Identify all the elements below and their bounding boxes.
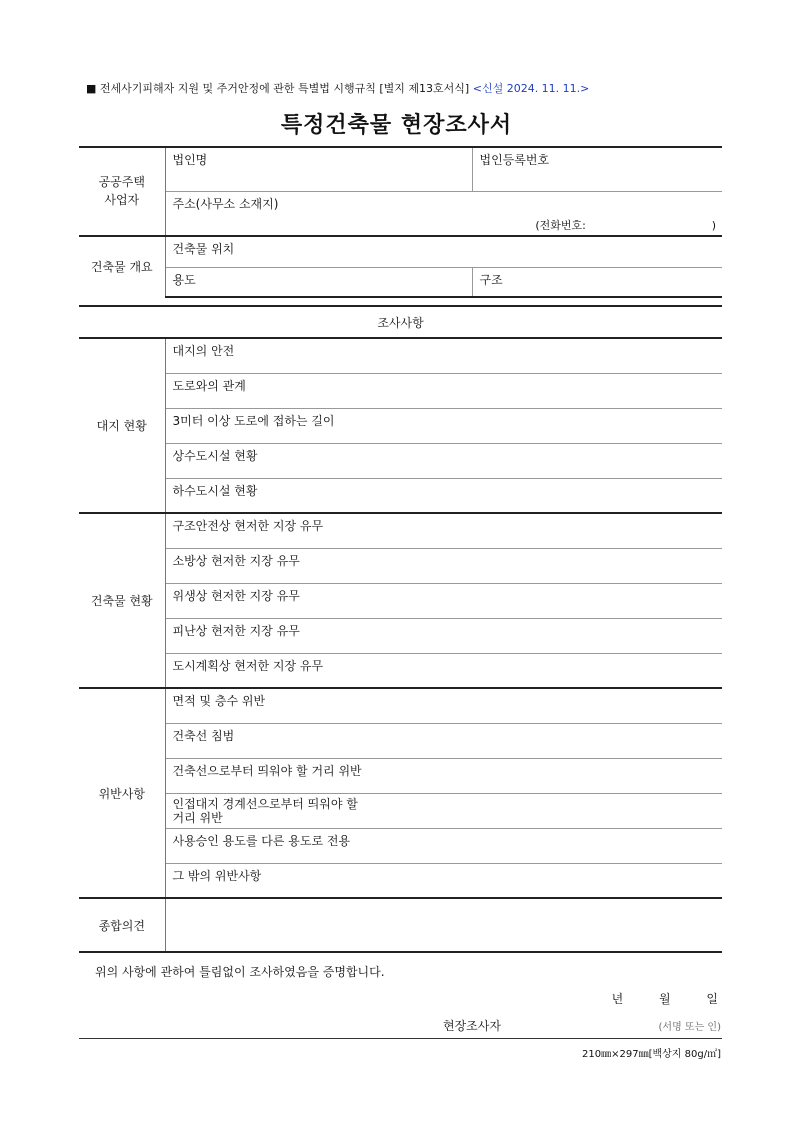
business-label: 공공주택 사업자 — [79, 147, 165, 236]
survey-table — [79, 305, 722, 953]
list-item[interactable]: 도시계획상 현저한 지장 유무 — [165, 653, 722, 688]
list-item[interactable]: 하수도시설 현황 — [165, 478, 722, 513]
year-label: 년 — [611, 992, 624, 1006]
list-item[interactable]: 구조안전상 현저한 지장 유무 — [165, 513, 722, 548]
building-status-label: 건축물 현황 — [79, 513, 165, 688]
building-structure-field[interactable]: 구조 — [472, 268, 722, 297]
declaration-text: 위의 사항에 관하여 틀림없이 조사하였음을 증명합니다. — [95, 965, 385, 979]
form-title: 특정건축물 현장조사서 — [280, 113, 513, 138]
date-row — [580, 990, 718, 1007]
law-reference-text: ■ 전세사기피해자 지원 및 주거안정에 관한 특별법 시행규칙 [별지 제13호서식] — [86, 82, 470, 95]
amendment-date: <신설 2024. 11. 11.> — [472, 82, 590, 95]
phone-field[interactable]: (전화번호: ) — [535, 218, 716, 232]
survey-title: 조사사항 — [79, 306, 722, 338]
day-label: 일 — [706, 992, 718, 1006]
list-item[interactable]: 사용승인 용도를 다른 용도로 전용 — [165, 828, 722, 863]
law-reference — [86, 80, 589, 96]
list-item[interactable]: 도로와의 관계 — [165, 373, 722, 408]
applicant-table — [79, 146, 722, 298]
month-label: 월 — [658, 992, 671, 1006]
list-item[interactable]: 면적 및 층수 위반 — [165, 688, 722, 723]
violations-label: 위반사항 — [79, 688, 165, 898]
list-item[interactable]: 상수도시설 현황 — [165, 443, 722, 478]
building-location-field[interactable]: 건축물 위치 — [165, 236, 722, 268]
building-use-field[interactable]: 용도 — [165, 268, 472, 297]
overall-opinion-field[interactable] — [165, 898, 722, 952]
site-status-label: 대지 현황 — [79, 338, 165, 513]
list-item[interactable]: 피난상 현저한 지장 유무 — [165, 618, 722, 653]
address-label: 주소(사무소 소재지) — [172, 196, 279, 211]
list-item[interactable]: 그 밖의 위반사항 — [165, 863, 722, 898]
list-item[interactable]: 3미터 이상 도로에 접하는 길이 — [165, 408, 722, 443]
inspector-label: 현장조사자 — [443, 1019, 501, 1033]
list-item[interactable]: 건축선 침범 — [165, 723, 722, 758]
list-item[interactable]: 인접대지 경계선으로부터 띄워야 할 거리 위반 — [165, 793, 722, 828]
corp-name-field[interactable]: 법인명 — [165, 147, 472, 191]
building-overview-label: 건축물 개요 — [79, 236, 165, 297]
signature-field[interactable]: (서명 또는 인) — [658, 1022, 721, 1033]
paper-spec: 210㎜×297㎜[백상지 80g/㎡] — [582, 1049, 721, 1060]
list-item[interactable]: 건축선으로부터 띄워야 할 거리 위반 — [165, 758, 722, 793]
list-item[interactable]: 대지의 안전 — [165, 338, 722, 373]
footer-divider — [79, 1038, 722, 1039]
corp-reg-field[interactable]: 법인등록번호 — [472, 147, 722, 191]
address-field[interactable] — [165, 191, 722, 236]
overall-opinion-label: 종합의견 — [79, 898, 165, 952]
list-item[interactable]: 소방상 현저한 지장 유무 — [165, 548, 722, 583]
list-item[interactable]: 위생상 현저한 지장 유무 — [165, 583, 722, 618]
